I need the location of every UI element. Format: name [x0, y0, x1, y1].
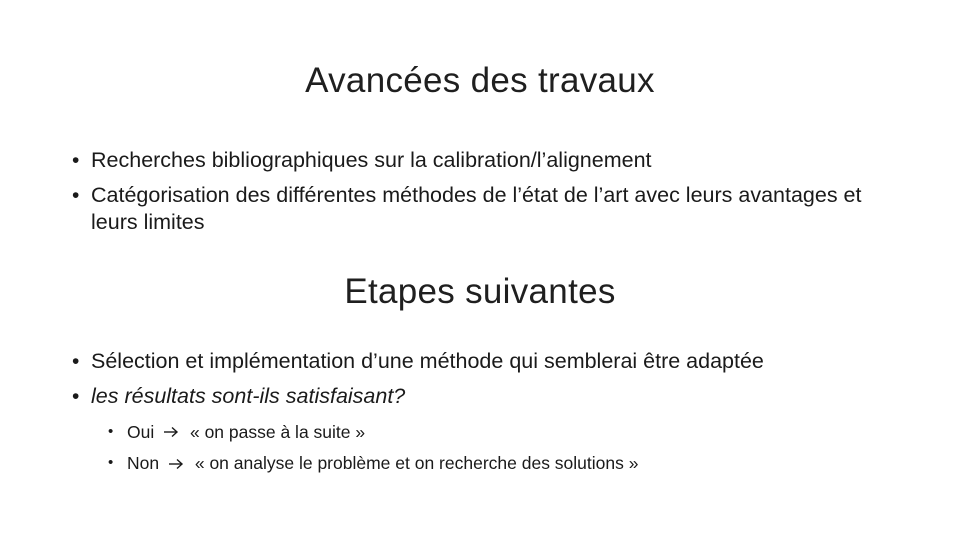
bullet-item: [72, 383, 892, 410]
bullet-item: [72, 348, 892, 375]
bullet-text-question: les résultats sont-ils satisfaisant?: [91, 384, 406, 408]
bullet-item: [72, 147, 892, 174]
arrow-right-icon: [163, 421, 179, 443]
sub-bullet-result: « on analyse le problème et on recherche des solutions »: [194, 453, 639, 474]
bullet-dot-icon: •: [72, 149, 80, 172]
bullet-text: Catégorisation des différentes méthodes de l’état de l’art avec leurs avantages et leurs limites: [91, 183, 862, 234]
progress-bullet-list: [72, 147, 892, 236]
bullet-text: Recherches bibliographiques sur la calibration/l’alignement: [91, 148, 652, 172]
bullet-dot-icon: •: [72, 385, 80, 408]
sub-bullet-label: Non: [127, 453, 160, 474]
bullet-dot-icon: •: [108, 423, 114, 440]
bullet-item: [72, 182, 892, 236]
bullet-text: Sélection et implémentation d’une méthode qui semblerai être adaptée: [91, 349, 764, 373]
sub-bullet-item-non: [108, 452, 908, 475]
sub-bullet-label: Oui: [127, 422, 155, 442]
arrow-right-icon: [168, 453, 184, 475]
sub-bullet-item-oui: [108, 421, 908, 444]
slide-title-next-steps: Etapes suivantes: [344, 272, 616, 311]
next-steps-bullet-list: [72, 348, 892, 410]
sub-bullet-result: « on passe à la suite »: [189, 422, 366, 442]
bullet-dot-icon: •: [72, 184, 80, 207]
bullet-dot-icon: •: [72, 350, 80, 373]
bullet-dot-icon: •: [108, 454, 114, 472]
decision-sub-bullet-list: [108, 421, 908, 476]
slide-title-progress: Avancées des travaux: [305, 61, 655, 100]
